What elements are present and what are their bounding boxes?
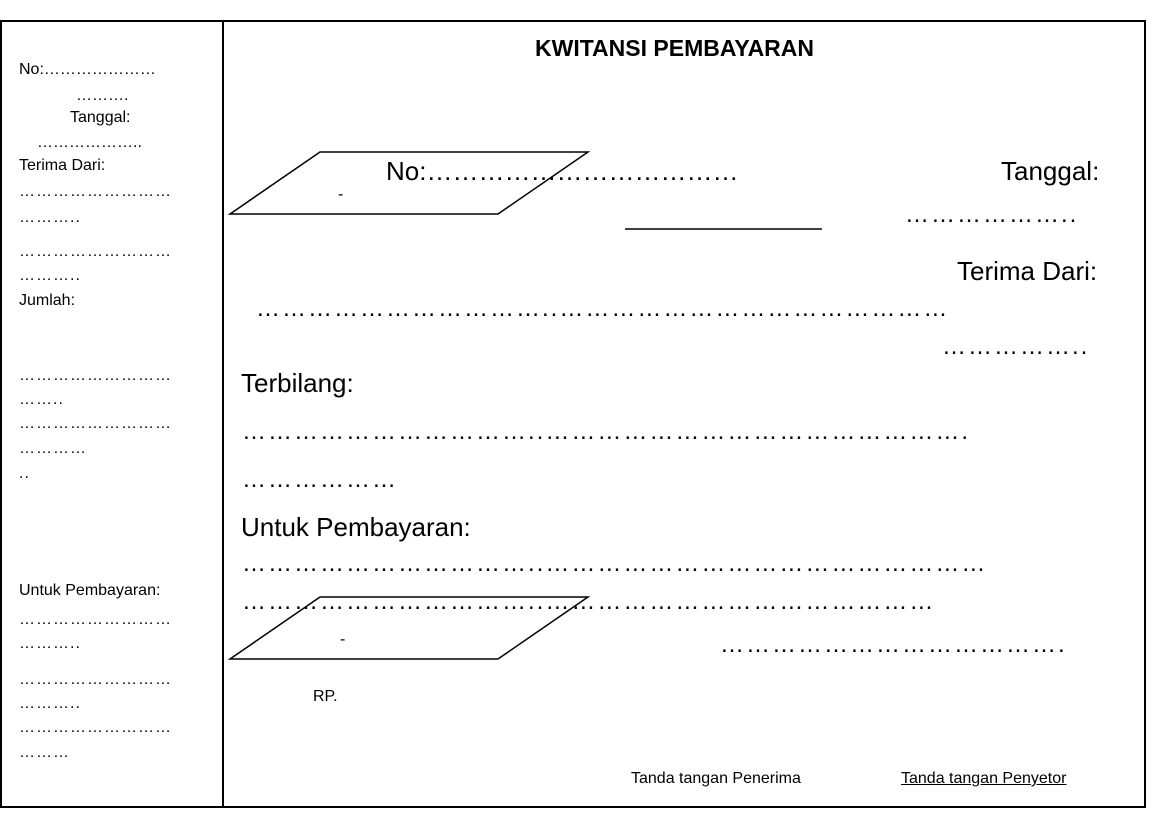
stub-untuk-line6: ……… [19,744,70,761]
main-terima-line2: …………….. [942,333,1090,360]
stub-untuk-line4: ……….. [19,695,81,712]
stub-tanggal-label: Tanggal: [70,109,131,126]
stub-untuk-line5: ……………………… [19,719,172,736]
stub-terima-line2: ……….. [19,209,81,226]
sign-penyetor-label: Tanda tangan Penyetor [901,770,1067,787]
main-terbilang-label: Terbilang: [241,368,354,398]
main-terbilang-line1: ……………………………..…………………………………………. [242,420,971,444]
stub-jumlah-line1: ……………………… [19,367,172,384]
stub-no-cont: ………. [76,87,129,104]
main-no-label: No:……………………………… [386,156,739,186]
main-tanggal-value: ……………….. [905,201,1079,228]
main-untuk-line2: ……………………………..……………………………………… [242,590,936,614]
stub-jumlah-line3: ……………………… [19,415,172,432]
sign-penerima-label: Tanda tangan Penerima [631,770,801,787]
stub-jumlah-line2: …….. [19,391,64,408]
main-untuk-line3: …………………………………. [720,633,1067,657]
stub-terima-label: Terima Dari: [19,157,106,174]
main-terbilang-line2: ……………… [242,466,398,493]
stub-untuk-line2: ……….. [19,635,81,652]
stub-jumlah-line4: ………… [19,440,87,457]
main-tanggal-label: Tanggal: [1001,156,1100,186]
stub-untuk-line3: ……………………… [19,671,172,688]
stub-terima-line4: ……….. [19,267,81,284]
stub-untuk-line1: ……………………… [19,611,172,628]
stub-terima-line3: ……………………… [19,243,172,260]
receipt-title: KWITANSI PEMBAYARAN [535,35,815,61]
amount-box-dash: - [340,631,346,648]
stub-untuk-label: Untuk Pembayaran: [19,582,161,599]
main-untuk-label: Untuk Pembayaran: [241,512,471,542]
rp-label: RP. [313,688,338,705]
main-terima-label: Terima Dari: [957,256,1098,286]
stub-terima-line1: ……………………… [19,183,172,200]
stub-tanggal-value: ……………….. [37,134,142,151]
main-untuk-line1: ……………………………..…………………………………………… [242,552,988,576]
stub-jumlah-label: Jumlah: [19,292,76,309]
number-box-dash: - [338,186,344,203]
stub-jumlah-line5: .. [19,465,30,482]
stub-no-label: No:………………… [19,61,156,78]
main-terima-line1: ……………………………..……………………………………… [256,297,950,321]
